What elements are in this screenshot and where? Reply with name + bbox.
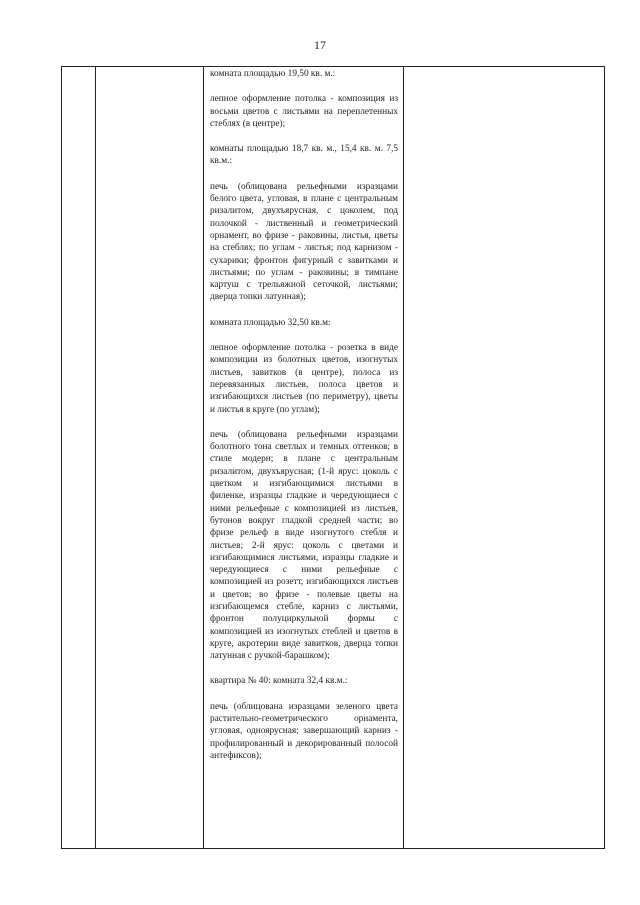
paragraph: лепное оформление потолка - композиция из восьми цветов с листьями на переплетенных стеблях (в центре); — [210, 94, 398, 129]
paragraph: комната площадью 32,50 кв.м: — [210, 317, 331, 328]
paragraph: печь (облицована рельефными изразцами белого цвета, угловая, в плане с центральным ризалитом, двухъярусная, с цоколем, под полочкой - лиственный и геометрический орнамент, во фризе - раковины, листья, цветы на стеблях; по углам - листья; под карнизом - сухарики; фронтон фигурный с завитками и листьями; по углам - раковины; в тимпане картуш с трельяжной сеточкой, листьями; дверца топки латунная); — [210, 181, 398, 303]
column-divider — [203, 67, 204, 848]
column-divider — [95, 67, 96, 848]
document-table — [61, 66, 605, 849]
paragraph: печь (облицована рельефными изразцами болотного тона светлых и темных оттенков; в стиле модерн; в плане с центральным ризалитом, двухъярусная; (1-й ярус: цоколь с цветком и изгибающимися листьями в филенке, изразцы гладкие и чередующиеся с ними рельефные с композицией из листьев, бутонов вокруг гладкой средней части; во фризе рельеф в виде изогнутого стебля и листьев; 2-й ярус: цоколь с цветами и изгибающимися листьями, изразцы гладкие и чередующиеся с ними рельефные с композицией из розетт, изгибающихся листьев и цветов; во фризе - полевые цветы на изгибающемся стебле, карниз с листьями, фронтон полуциркульной формы с композицией из изогнутых стеблей и цветов в круге, акротерии виде завитков, дверца топки латунная с ручкой-барашком); — [210, 429, 398, 662]
paragraph: квартира № 40: комната 32,4 кв.м.: — [210, 676, 348, 687]
page-number: 17 — [314, 38, 326, 52]
paragraph: лепное оформление потолка - розетка в виде композиции из болотных цветов, изогнутых листьев, завитков (в центре), полоса из перевязанных листьев, полоса цветов и изгибающихся листьев (по периметру), цветы и листья в круге (по углам); — [210, 343, 398, 415]
paragraph: печь (облицована изразцами зеленого цвета растительно-геометрического орнамента, угловая, одноярусная; завершающий карниз - профилированный и декорированный полосой антефиксов); — [210, 701, 398, 761]
paragraph: комнаты площадью 18,7 кв. м., 15,4 кв. м. 7,5 кв.м.: — [210, 144, 398, 167]
column-divider — [403, 67, 404, 848]
paragraph: комната площадью 19,50 кв. м.: — [210, 69, 336, 79]
description-cell — [210, 68, 398, 775]
